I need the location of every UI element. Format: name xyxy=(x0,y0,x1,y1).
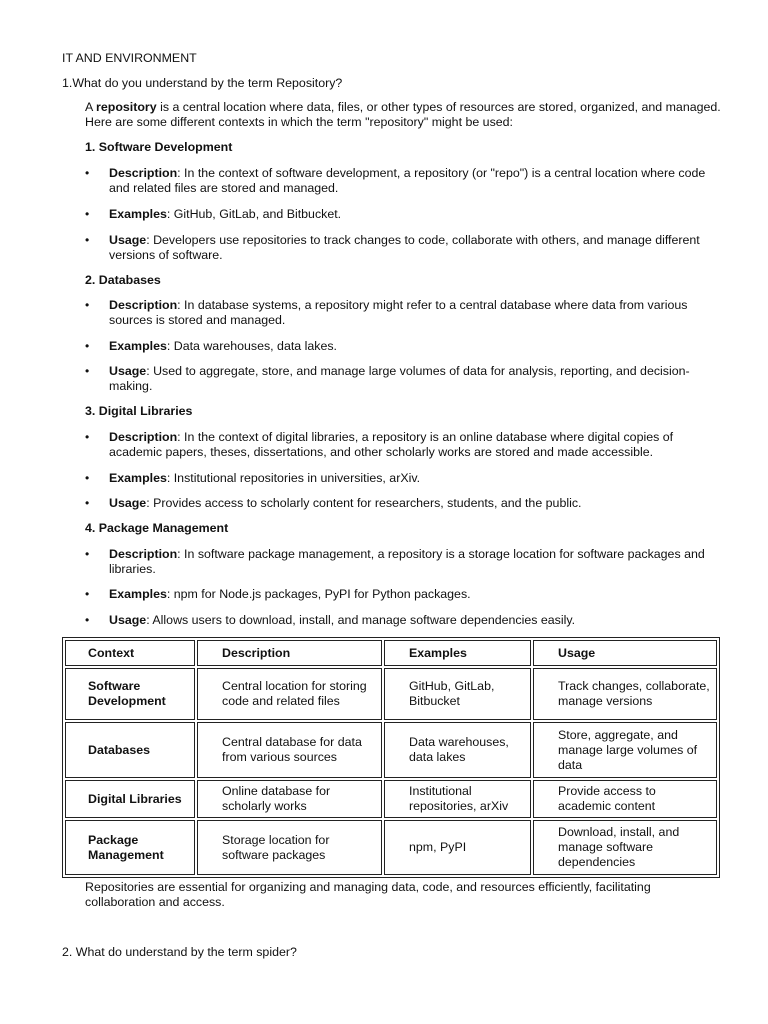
bullet-icon: • xyxy=(85,166,90,180)
table-cell: Package Management xyxy=(65,820,195,875)
conclusion-paragraph: Repositories are essential for organizing and managing data, code, and resources efficiently, facilitating collaboration and access. xyxy=(85,880,651,909)
bullet-icon: • xyxy=(85,471,90,485)
item-label: Usage xyxy=(109,613,147,627)
table-header-row xyxy=(65,640,717,666)
table-cell: Track changes, collaborate, manage versions xyxy=(533,668,717,720)
item-text: : npm for Node.js packages, PyPI for Python packages. xyxy=(166,587,471,601)
item-label: Usage xyxy=(109,233,147,247)
item-label: Usage xyxy=(109,496,147,510)
table-header-cell: Context xyxy=(65,640,195,666)
item-text: : Provides access to scholarly content for researchers, students, and the public. xyxy=(146,496,582,510)
table-row xyxy=(65,820,717,875)
item-text: : In software package management, a repository is a storage location for software packages and libraries. xyxy=(109,547,705,576)
item-label: Description xyxy=(109,298,178,312)
table-cell: Data warehouses, data lakes xyxy=(384,722,531,778)
bullet-icon: • xyxy=(85,587,90,601)
table-cell: Databases xyxy=(65,722,195,778)
repository-summary-table xyxy=(62,637,720,878)
table-cell: Central location for storing code and related files xyxy=(197,668,382,720)
item-text: : GitHub, GitLab, and Bitbucket. xyxy=(166,207,342,221)
intro-bold-term: repository xyxy=(96,100,157,114)
document-heading: IT AND ENVIRONMENT xyxy=(62,51,197,65)
bullet-icon: • xyxy=(85,496,90,510)
item-label: Examples xyxy=(109,339,167,353)
item-label: Description xyxy=(109,166,178,180)
table-row xyxy=(65,780,717,818)
table-cell: GitHub, GitLab, Bitbucket xyxy=(384,668,531,720)
table-row xyxy=(65,722,717,778)
bullet-icon: • xyxy=(85,430,90,444)
item-text: : Data warehouses, data lakes. xyxy=(166,339,337,353)
section-title: 4. Package Management xyxy=(85,521,229,535)
bullet-icon: • xyxy=(85,339,90,353)
question-2: 2. What do understand by the term spider? xyxy=(62,945,297,959)
table-header-cell: Usage xyxy=(533,640,717,666)
item-text: : Used to aggregate, store, and manage large volumes of data for analysis, reporting, and decision-making. xyxy=(109,364,690,393)
bullet-icon: • xyxy=(85,613,90,627)
bullet-icon: • xyxy=(85,233,90,247)
bullet-icon: • xyxy=(85,298,90,312)
item-text: : Institutional repositories in universities, arXiv. xyxy=(166,471,421,485)
item-label: Description xyxy=(109,430,178,444)
intro-paragraph xyxy=(85,100,725,130)
bullet-icon: • xyxy=(85,207,90,221)
intro-text: is a central location where data, files, or other types of resources are stored, organized, and managed. Here are some different contexts in which the term "repository" might be used: xyxy=(85,100,721,129)
item-label: Description xyxy=(109,547,178,561)
table-cell: npm, PyPI xyxy=(384,820,531,875)
table-cell: Download, install, and manage software dependencies xyxy=(533,820,717,875)
item-label: Examples xyxy=(109,587,167,601)
item-text: : In the context of software development, a repository (or "repo") is a central location where code and related files are stored and managed. xyxy=(109,166,706,195)
table-cell: Provide access to academic content xyxy=(533,780,717,818)
table-cell: Digital Libraries xyxy=(65,780,195,818)
table-cell: Software Development xyxy=(65,668,195,720)
section-title: 3. Digital Libraries xyxy=(85,404,193,418)
section-title: 1. Software Development xyxy=(85,140,233,154)
section-title: 2. Databases xyxy=(85,273,161,287)
bullet-icon: • xyxy=(85,547,90,561)
table-cell: Store, aggregate, and manage large volumes of data xyxy=(533,722,717,778)
item-label: Usage xyxy=(109,364,147,378)
bullet-icon: • xyxy=(85,364,90,378)
item-label: Examples xyxy=(109,471,167,485)
item-text: : In the context of digital libraries, a repository is an online database where digital copies of academic papers, theses, dissertations, and other scholarly works are stored and made accessible. xyxy=(109,430,674,459)
table-header-cell: Examples xyxy=(384,640,531,666)
table-cell: Storage location for software packages xyxy=(197,820,382,875)
item-label: Examples xyxy=(109,207,167,221)
table-row xyxy=(65,668,717,720)
table-cell: Central database for data from various sources xyxy=(197,722,382,778)
item-text: : Allows users to download, install, and manage software dependencies easily. xyxy=(146,613,576,627)
item-text: : Developers use repositories to track changes to code, collaborate with others, and manage different versions of software. xyxy=(109,233,700,262)
table-header-cell: Description xyxy=(197,640,382,666)
table-cell: Institutional repositories, arXiv xyxy=(384,780,531,818)
intro-prefix: A xyxy=(85,100,97,114)
item-text: : In database systems, a repository might refer to a central database where data from various sources is stored and managed. xyxy=(109,298,688,327)
table-cell: Online database for scholarly works xyxy=(197,780,382,818)
question-1: 1.What do you understand by the term Repository? xyxy=(62,76,343,90)
